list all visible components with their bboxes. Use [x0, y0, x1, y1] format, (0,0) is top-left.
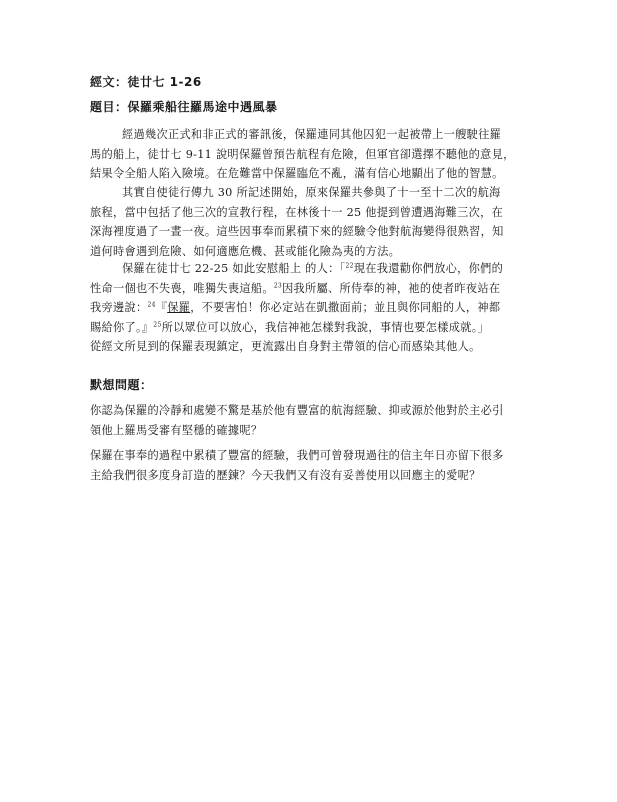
text-run: 『	[155, 301, 168, 314]
paragraph-line: 旅程，當中包括了他三次的宣教行程，在林後十一 25 他提到曾遭遇海難三次，在	[90, 205, 504, 219]
verse-number: 23	[273, 281, 283, 289]
question-2	[90, 446, 540, 485]
paragraph-line: 其實自使徒行傳九 30 所記述開始，原來保羅共參與了十一至十二次的航海	[122, 186, 501, 199]
paragraph-3	[90, 259, 530, 357]
paragraph-line: 深海裡度過了一晝一夜。這些因事奉而累積下來的經驗令他對航海變得很熟習，知	[90, 225, 504, 238]
underlined-name: 保羅	[167, 301, 191, 314]
paragraph-line: 從經文所見到的保羅表現鎮定，更流露出自身對主帶領的信心而感染其他人。	[90, 340, 481, 353]
text-run: 保羅在徒廿七 22-25 如此安慰船上 的人：「	[122, 262, 346, 275]
text-run: ，不要害怕！你必定站在凱撒面前；並且與你同船的人，神都	[190, 301, 501, 314]
verse-number: 25	[153, 320, 162, 328]
verse-number: 22	[345, 262, 354, 270]
paragraph-line	[90, 259, 530, 279]
verse-number: 24	[147, 301, 156, 309]
paragraph-line: 結果令全船人陷入險境。在危難當中保羅臨危不亂，滿有信心地顯出了他的智慧。	[90, 167, 504, 180]
text-run: 賜給你了。』	[90, 320, 154, 334]
paragraph-line	[90, 298, 530, 318]
text-run: 我旁邊說：	[90, 301, 148, 314]
text-run: 所以眾位可以放心，我信神祂怎樣對我說，事情也要怎樣成就。」	[161, 320, 490, 334]
question-line: 保羅在事奉的過程中累積了豐富的經驗，我們可曾發現過往的信主年日亦留下很多	[90, 449, 504, 462]
paragraph-line: 馬的船上，徒廿七 9-11 說明保羅曾預告航程有危險，但軍官卻選擇不聽他的意見，	[90, 147, 515, 161]
question-line: 領他上羅馬受審有堅穩的確據呢？	[90, 423, 263, 437]
paragraph-line: 經過幾次正式和非正式的審訊後，保羅連同其他囚犯一起被帶上一艘駛往羅	[122, 128, 502, 141]
scripture-reference: 經文：徒廿七 1-26	[90, 75, 202, 89]
text-run: 性命一個也不失喪，唯獨失喪這船。	[90, 281, 274, 295]
paragraph-line	[90, 279, 530, 299]
text-run: 現在我還勸你們放心，你們的	[353, 262, 504, 275]
paragraph-line: 道何時會遇到危險、如何適應危機、甚或能化險為夷的方法。	[90, 244, 401, 258]
question-1	[90, 401, 540, 440]
question-line: 你認為保羅的冷靜和處變不驚是基於他有豐富的航海經驗、抑或源於他對於主必引	[90, 404, 504, 417]
meditation-heading: 默想問題：	[90, 378, 153, 392]
topic-heading: 題目：保羅乘船往羅馬途中遇風暴	[90, 100, 278, 114]
paragraph-1	[90, 125, 530, 184]
text-run: 因我所屬、所侍奉的神，祂的使者昨夜站在	[282, 281, 501, 295]
question-line: 主給我們很多度身訂造的歷鍊？今天我們又有沒有妥善使用以回應主的愛呢？	[90, 468, 481, 482]
paragraph-2	[90, 183, 530, 261]
paragraph-line	[90, 318, 530, 338]
